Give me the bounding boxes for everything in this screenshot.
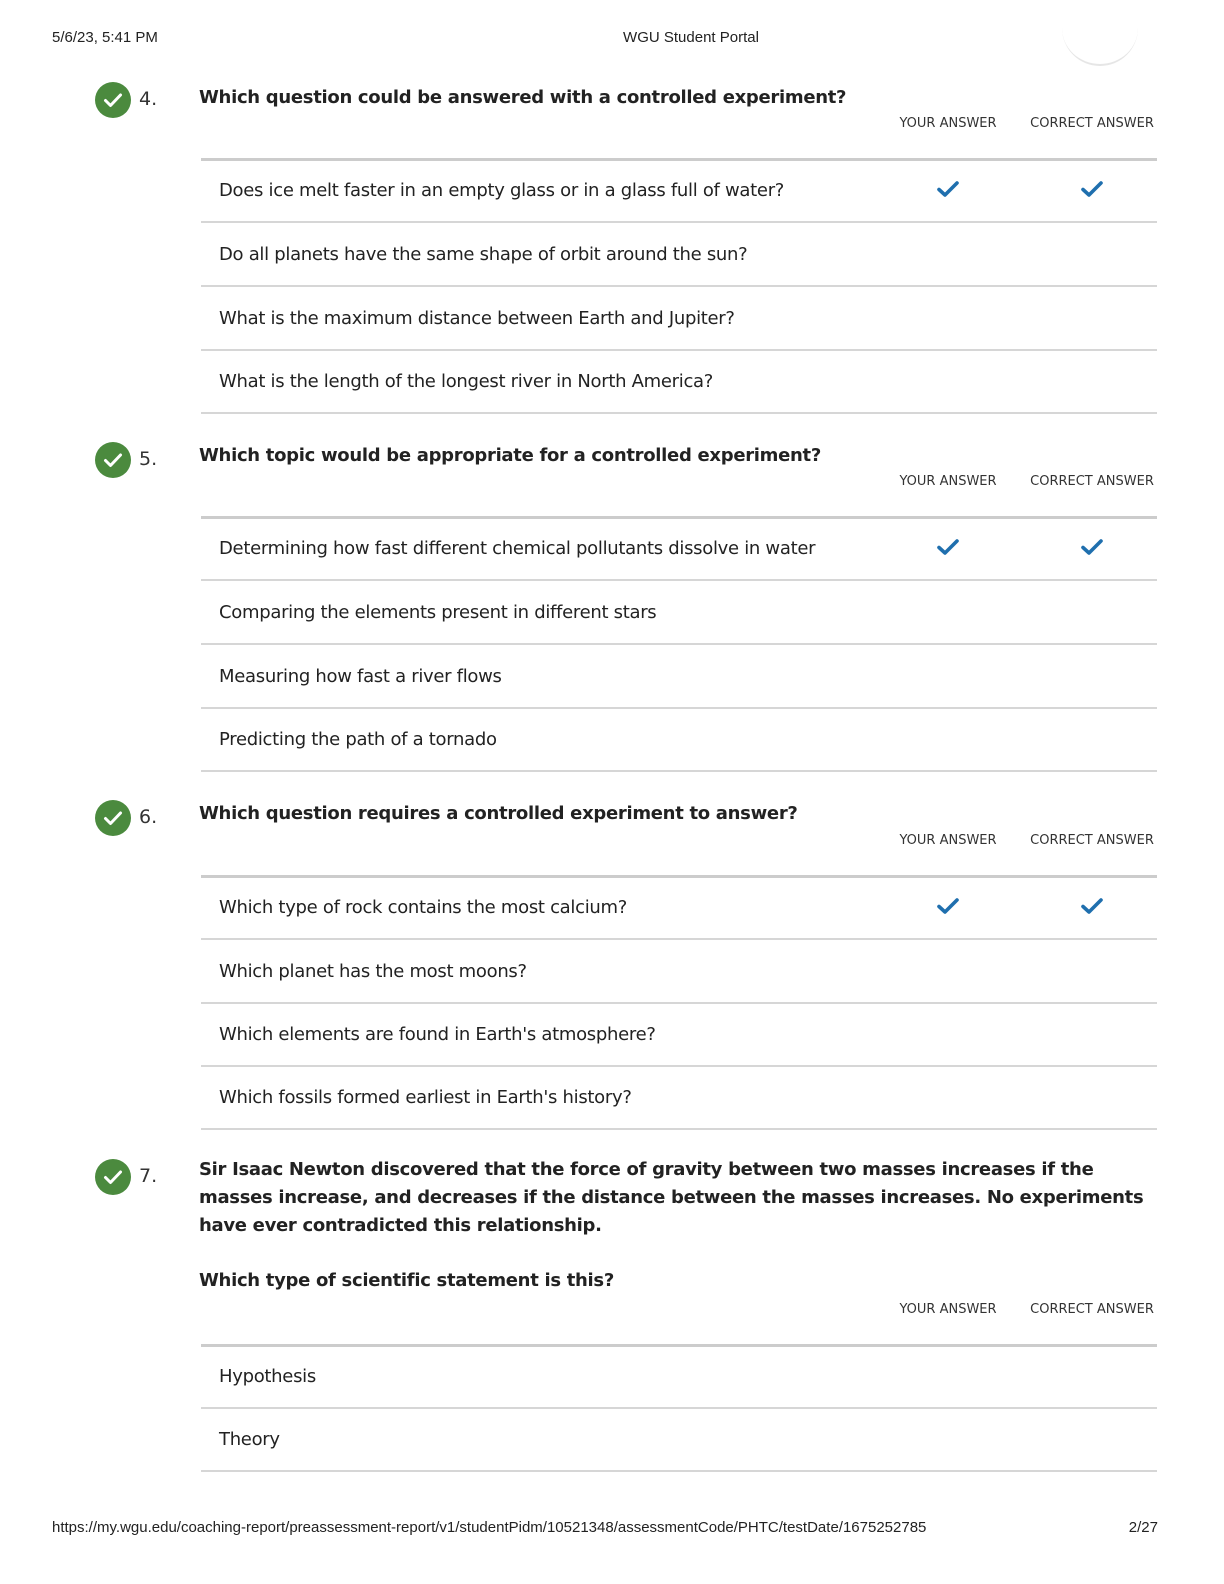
- print-header: [0, 29, 1224, 49]
- correct-status-icon: [95, 800, 131, 836]
- your-answer-header: YOUR ANSWER: [899, 474, 997, 489]
- answer-option-text: Which elements are found in Earth's atmosphere?: [219, 1024, 656, 1045]
- answer-option: [201, 940, 1157, 1004]
- print-datetime: 5/6/23, 5:41 PM: [52, 29, 158, 46]
- correct-answer-header: CORRECT ANSWER: [1030, 474, 1154, 489]
- row-divider: [201, 1470, 1157, 1472]
- print-footer: [0, 1519, 1224, 1539]
- answer-option-text: Comparing the elements present in different stars: [219, 602, 657, 623]
- scroll-top-button-edge: [1062, 0, 1138, 66]
- answer-option: [201, 1408, 1157, 1472]
- correct-status-icon: [95, 442, 131, 478]
- question-number: 6.: [139, 806, 158, 828]
- answer-option-text: Which type of rock contains the most calcium?: [219, 897, 627, 918]
- your-answer-header: YOUR ANSWER: [899, 1302, 997, 1317]
- answer-option: [201, 645, 1157, 709]
- question-text: Which topic would be appropriate for a controlled experiment?: [199, 445, 821, 466]
- answer-option: [201, 223, 1157, 287]
- your-answer-header: YOUR ANSWER: [899, 116, 997, 131]
- correct-answer-check-icon: [1081, 538, 1103, 556]
- answer-option-text: Predicting the path of a tornado: [219, 729, 497, 750]
- correct-status-icon: [95, 1159, 131, 1195]
- question-number: 4.: [139, 88, 158, 110]
- question-text: Which question requires a controlled experiment to answer?: [199, 803, 798, 824]
- print-page-title: WGU Student Portal: [623, 29, 759, 46]
- question-prompt: Which type of scientific statement is this?: [199, 1270, 614, 1291]
- answer-option: [201, 1003, 1157, 1067]
- answer-option: [201, 350, 1157, 414]
- answer-option-text: Hypothesis: [219, 1366, 316, 1387]
- answer-option-text: Theory: [219, 1429, 280, 1450]
- question-number: 5.: [139, 448, 158, 470]
- correct-answer-check-icon: [1081, 180, 1103, 198]
- your-answer-check-icon: [937, 897, 959, 915]
- answer-option-text: Do all planets have the same shape of orbit around the sun?: [219, 244, 748, 265]
- question-number: 7.: [139, 1165, 158, 1187]
- answer-option: [201, 159, 1157, 223]
- answer-option: [201, 1066, 1157, 1130]
- row-divider: [201, 1128, 1157, 1130]
- your-answer-check-icon: [937, 538, 959, 556]
- answer-option-text: Measuring how fast a river flows: [219, 666, 502, 687]
- answer-option-text: Determining how fast different chemical pollutants dissolve in water: [219, 538, 816, 559]
- correct-answer-header: CORRECT ANSWER: [1030, 833, 1154, 848]
- row-divider: [201, 412, 1157, 414]
- answer-option: [201, 876, 1157, 940]
- answer-option: [201, 517, 1157, 581]
- print-url: https://my.wgu.edu/coaching-report/preassessment-report/v1/studentPidm/10521348/assessmentCode/PHTC/testDate/1675252785: [52, 1519, 927, 1536]
- print-page-number: 2/27: [1128, 1519, 1158, 1536]
- question-text: Sir Isaac Newton discovered that the force of gravity between two masses increases if the masses increase, and decreases if the distance between the masses increases. No experiments have ever contradicted this relationship.: [199, 1159, 1144, 1236]
- row-divider: [201, 770, 1157, 772]
- question-text: Which question could be answered with a controlled experiment?: [199, 87, 847, 108]
- correct-answer-header: CORRECT ANSWER: [1030, 1302, 1154, 1317]
- answer-option-text: Which fossils formed earliest in Earth's history?: [219, 1087, 632, 1108]
- answer-option-text: What is the maximum distance between Earth and Jupiter?: [219, 308, 735, 329]
- answer-option-text: Does ice melt faster in an empty glass or in a glass full of water?: [219, 180, 785, 201]
- answer-option: [201, 1345, 1157, 1409]
- answer-option-text: What is the length of the longest river in North America?: [219, 371, 714, 392]
- correct-answer-check-icon: [1081, 897, 1103, 915]
- answer-option: [201, 287, 1157, 351]
- your-answer-header: YOUR ANSWER: [899, 833, 997, 848]
- correct-status-icon: [95, 82, 131, 118]
- correct-answer-header: CORRECT ANSWER: [1030, 116, 1154, 131]
- answer-option: [201, 708, 1157, 772]
- answer-option: [201, 581, 1157, 645]
- your-answer-check-icon: [937, 180, 959, 198]
- answer-option-text: Which planet has the most moons?: [219, 961, 527, 982]
